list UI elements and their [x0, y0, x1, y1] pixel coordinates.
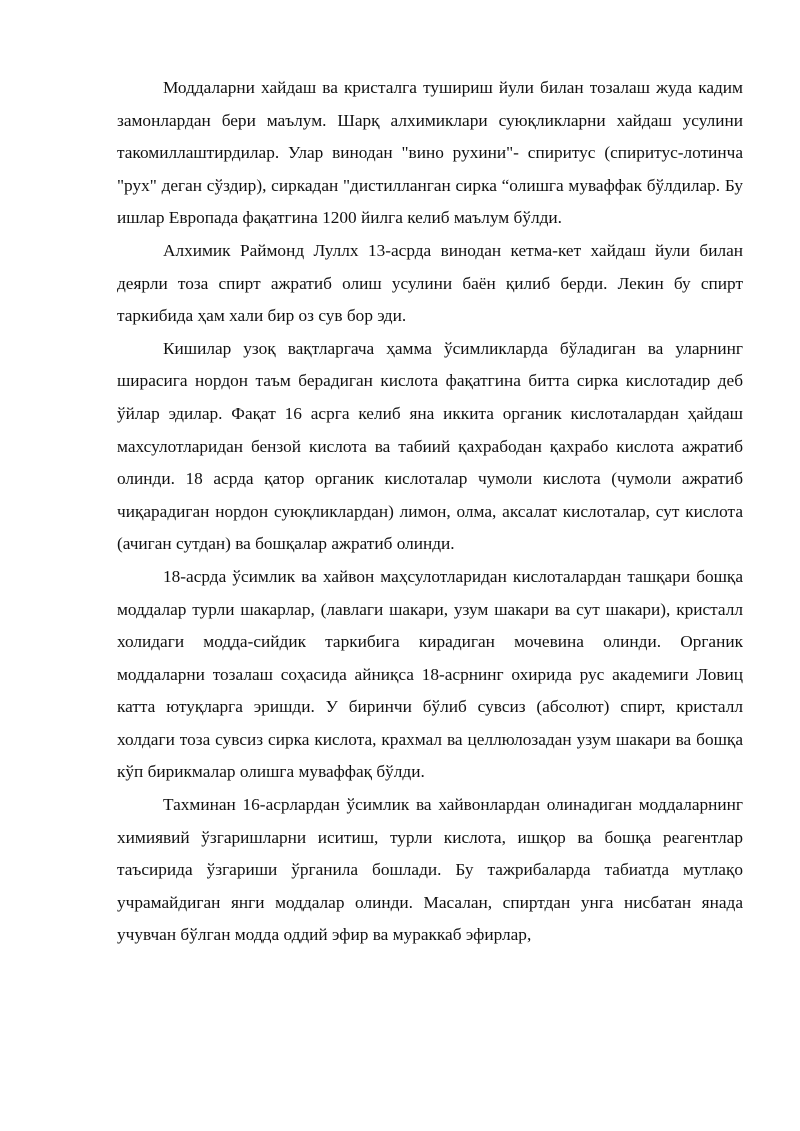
paragraph-lull-alcohol: Алхимик Раймонд Луллх 13-асрда винодан кетма-кет хайдаш йули билан деярли тоза спирт ажратиб олиш усулини баён қилиб берди. Лекин бу спирт таркибида ҳам хали бир оз сув бор эди.	[117, 240, 743, 326]
paragraph-chemical-transformations: Тахминан 16-асрлардан ўсимлик ва хайвонлардан олинадиган моддаларнинг химиявий ўзгаришларни иситиш, турли кислота, ишқор ва бошқа реагентлар таъсирида ўзгариши ўрганила бошлади. Бу тажрибаларда табиатда мутлақо учрамайдиган янги моддалар олинди. Масалан, спиртдан унга нисбатан янада учувчан бўлган модда оддий эфир ва мураккаб эфирлар,	[117, 795, 743, 945]
paragraph-sugars-lowitz: 18-асрда ўсимлик ва хайвон маҳсулотларидан кислоталардан ташқари бошқа моддалар турли шакарлар, (лавлаги шакари, узум шакари ва сут шакари), кристалл холидаги модда-сийдик таркибига кирадиган мочевина олинди. Органик моддаларни тозалаш соҳасида айниқса 18-асрнинг охирида рус академиги Ловиц катта ютуқларга эришди. У биринчи бўлиб сувсиз (абсолют) спирт, кристалл холдаги тоза сувсиз сирка кислота, крахмал ва целлюлозадан узум шакари ва бошқа кўп бирикмалар олишга муваффақ бўлди.	[117, 566, 743, 782]
document-page	[117, 72, 743, 952]
paragraph-distillation-history: Моддаларни хайдаш ва кристалга тушириш йули билан тозалаш жуда кадим замонлардан бери маълум. Шарқ алхимиклари суюқликларни хайдаш усулини такомиллаштирдилар. Улар винодан "вино рухини"- спиритус (спиритус-лотинча "рух" деган сўздир), сиркадан "дистилланган сирка “олишга муваффак бўлдилар. Бу ишлар Европада фақатгина 1200 йилга келиб маълум бўлди.	[117, 78, 743, 228]
paragraph-organic-acids: Кишилар узоқ вақтларгача ҳамма ўсимликларда бўладиган ва уларнинг ширасига нордон таъм берадиган кислота фақатгина битта сирка кислотадир деб ўйлар эдилар. Фақат 16 асрга келиб яна иккита органик кислоталардан ҳайдаш махсулотларидан бензой кислота ва табиий қахрабодан қахрабо кислота ажратиб олинди. 18 асрда қатор органик кислоталар чумоли кислота (чумоли ажратиб чиқарадиган нордон суюқликлардан) лимон, олма, аксалат кислоталар, сут кислота (ачиган сутдан) ва бошқалар ажратиб олинди.	[117, 338, 743, 554]
